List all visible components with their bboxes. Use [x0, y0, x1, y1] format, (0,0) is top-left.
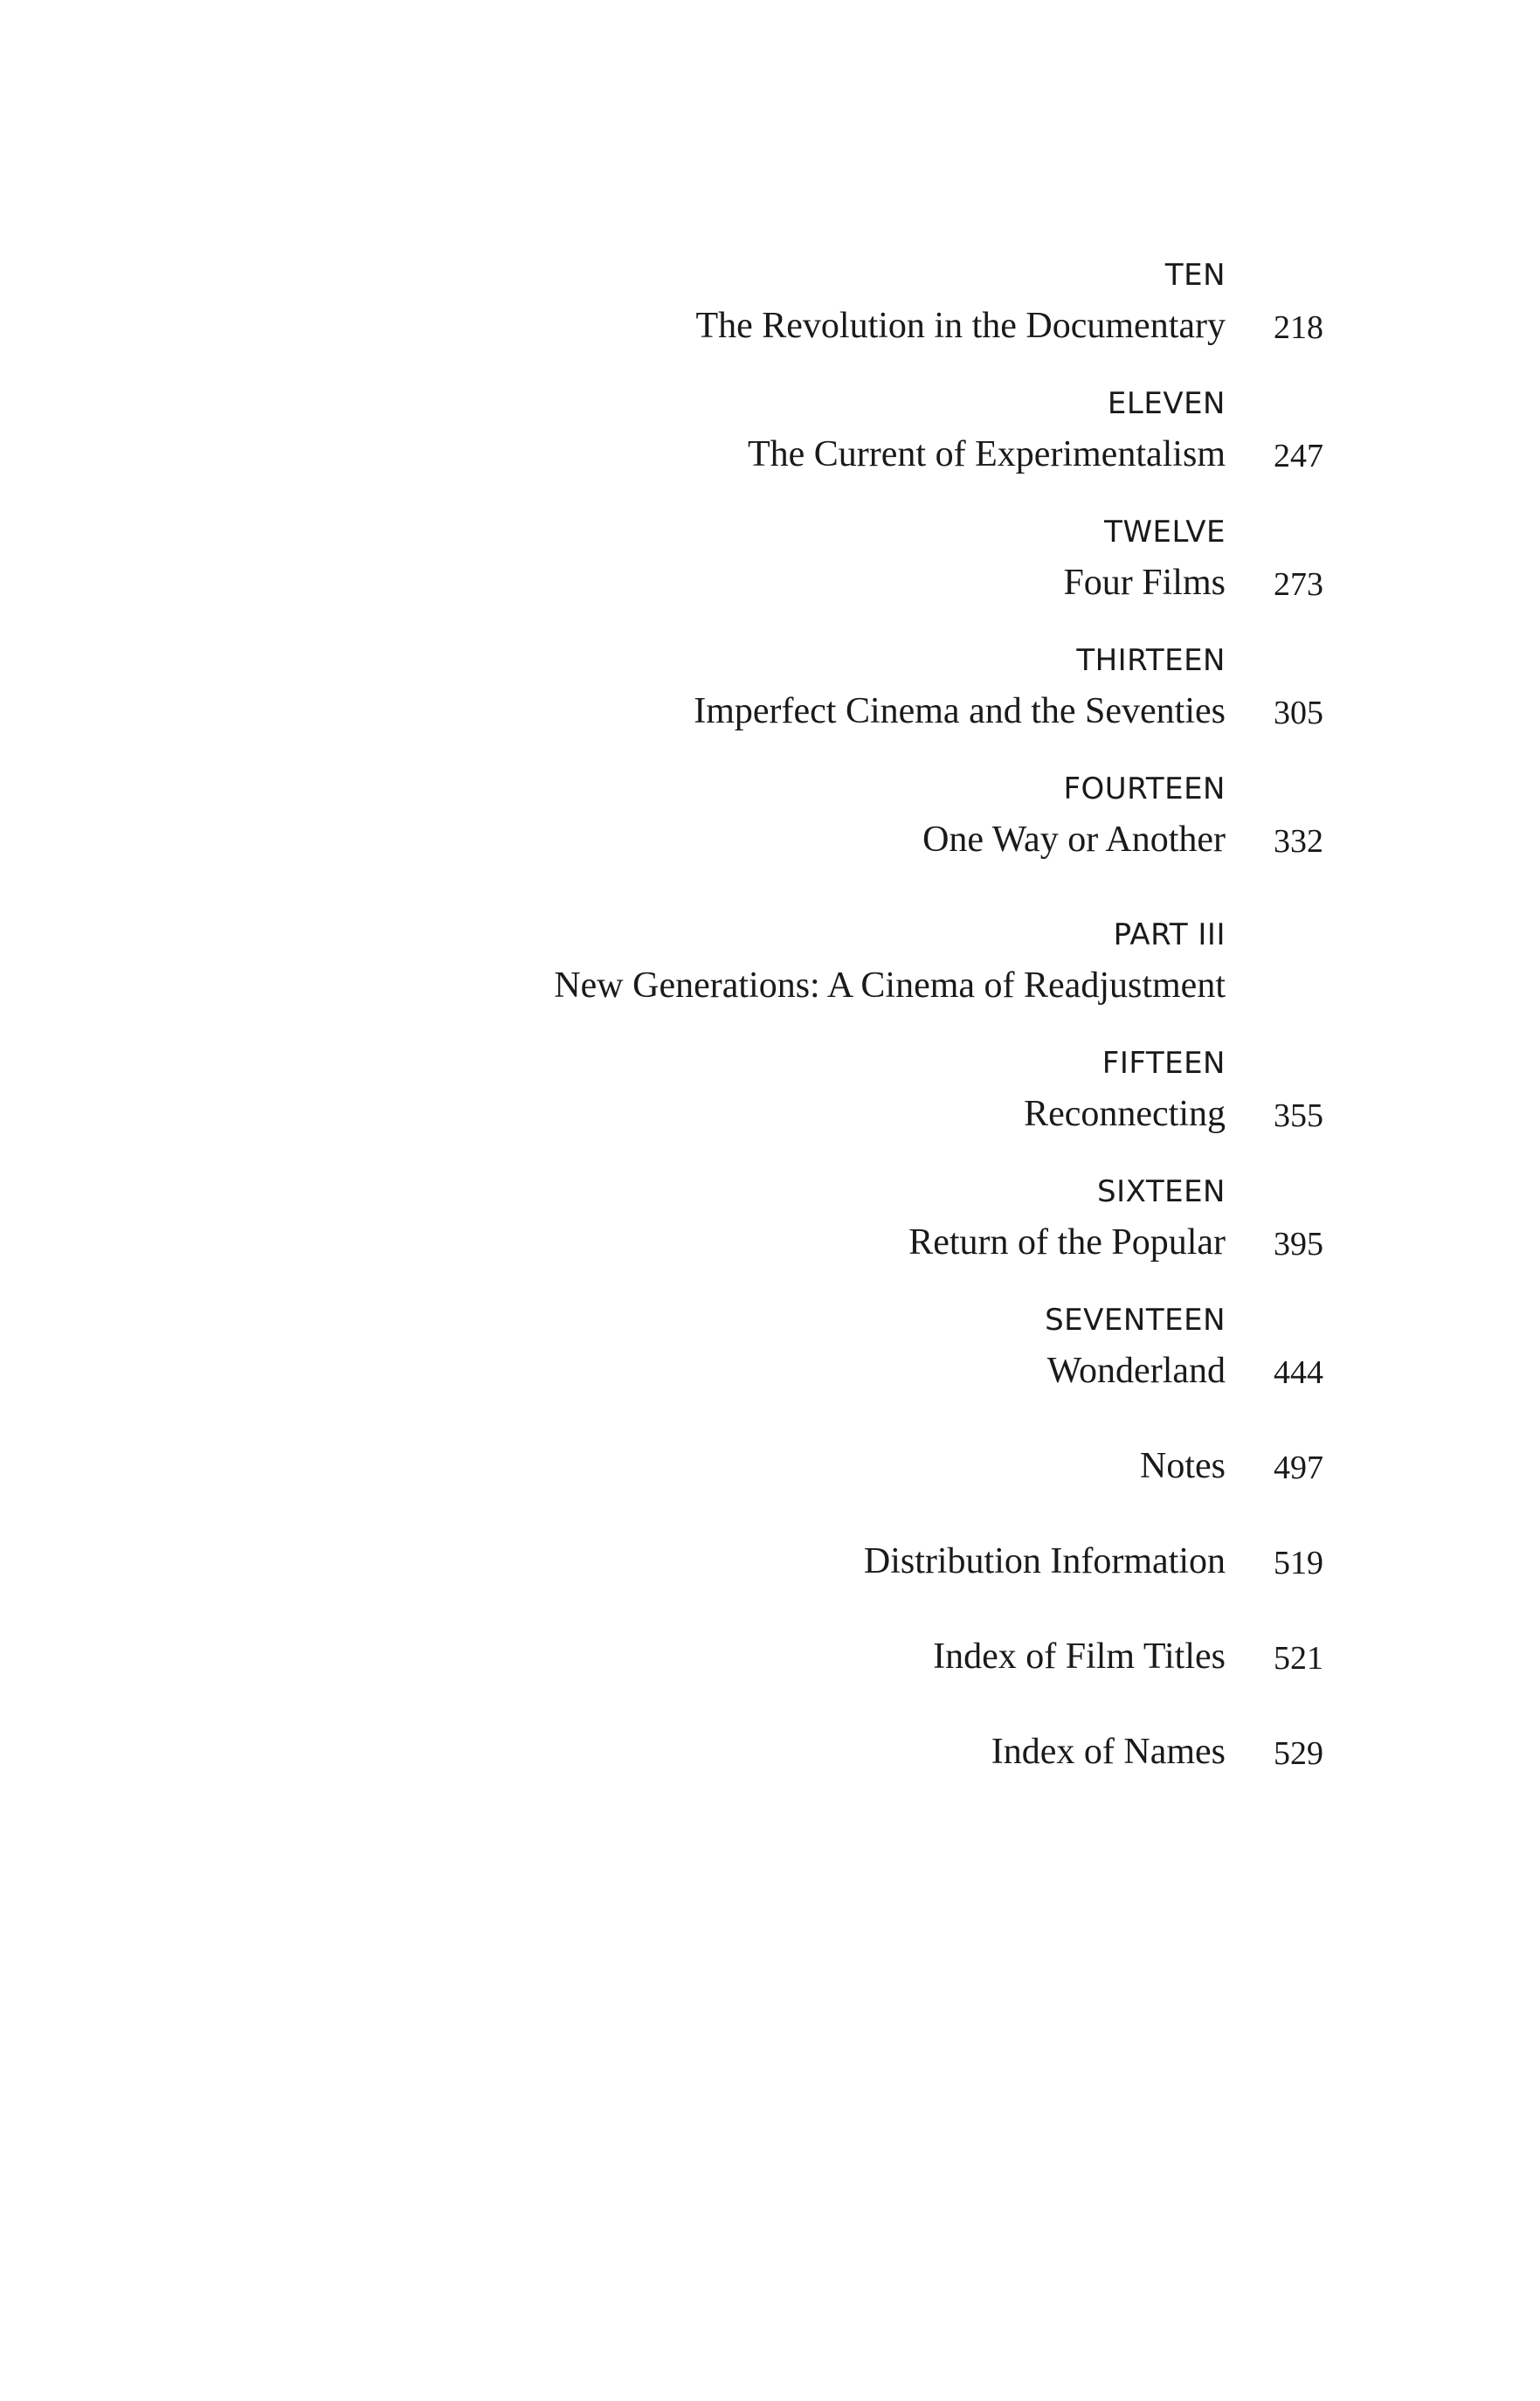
back-matter-title: Notes — [1140, 1446, 1226, 1486]
chapter-title: Wonderland — [1046, 1351, 1226, 1391]
chapter-title: Return of the Popular — [908, 1222, 1226, 1263]
page-number: 521 — [1274, 1640, 1323, 1677]
chapter-title: The Revolution in the Documentary — [695, 306, 1226, 346]
chapter-title: Imperfect Cinema and the Seventies — [694, 691, 1226, 731]
page-number: 273 — [1274, 566, 1323, 603]
page-number: 519 — [1274, 1545, 1323, 1581]
part-title: New Generations: A Cinema of Readjustment — [554, 965, 1226, 1006]
chapter-label: SIXTEEN — [1097, 1174, 1226, 1209]
part-label: PART III — [1113, 917, 1226, 952]
page-number: 218 — [1274, 309, 1323, 346]
chapter-title: The Current of Experimentalism — [747, 434, 1226, 474]
page-number: 355 — [1274, 1097, 1323, 1134]
page-number: 395 — [1274, 1226, 1323, 1263]
chapter-label: SEVENTEEN — [1045, 1303, 1226, 1338]
chapter-label: THIRTEEN — [1076, 643, 1226, 678]
page-number: 332 — [1274, 823, 1323, 860]
page-number: 305 — [1274, 695, 1323, 731]
back-matter-title: Distribution Information — [863, 1541, 1226, 1581]
back-matter-title: Index of Film Titles — [933, 1636, 1226, 1677]
page-number: 444 — [1274, 1354, 1323, 1391]
back-matter-title: Index of Names — [991, 1732, 1226, 1772]
page-number: 247 — [1274, 438, 1323, 474]
chapter-label: TEN — [1164, 258, 1226, 293]
chapter-title: Reconnecting — [1024, 1094, 1226, 1134]
chapter-label: TWELVE — [1104, 515, 1226, 550]
page-number: 497 — [1274, 1450, 1323, 1486]
chapter-title: One Way or Another — [922, 820, 1226, 860]
chapter-label: ELEVEN — [1107, 386, 1226, 421]
chapter-title: Four Films — [1063, 563, 1226, 603]
chapter-label: FIFTEEN — [1101, 1046, 1226, 1081]
chapter-label: FOURTEEN — [1063, 772, 1226, 806]
page-number: 529 — [1274, 1735, 1323, 1772]
